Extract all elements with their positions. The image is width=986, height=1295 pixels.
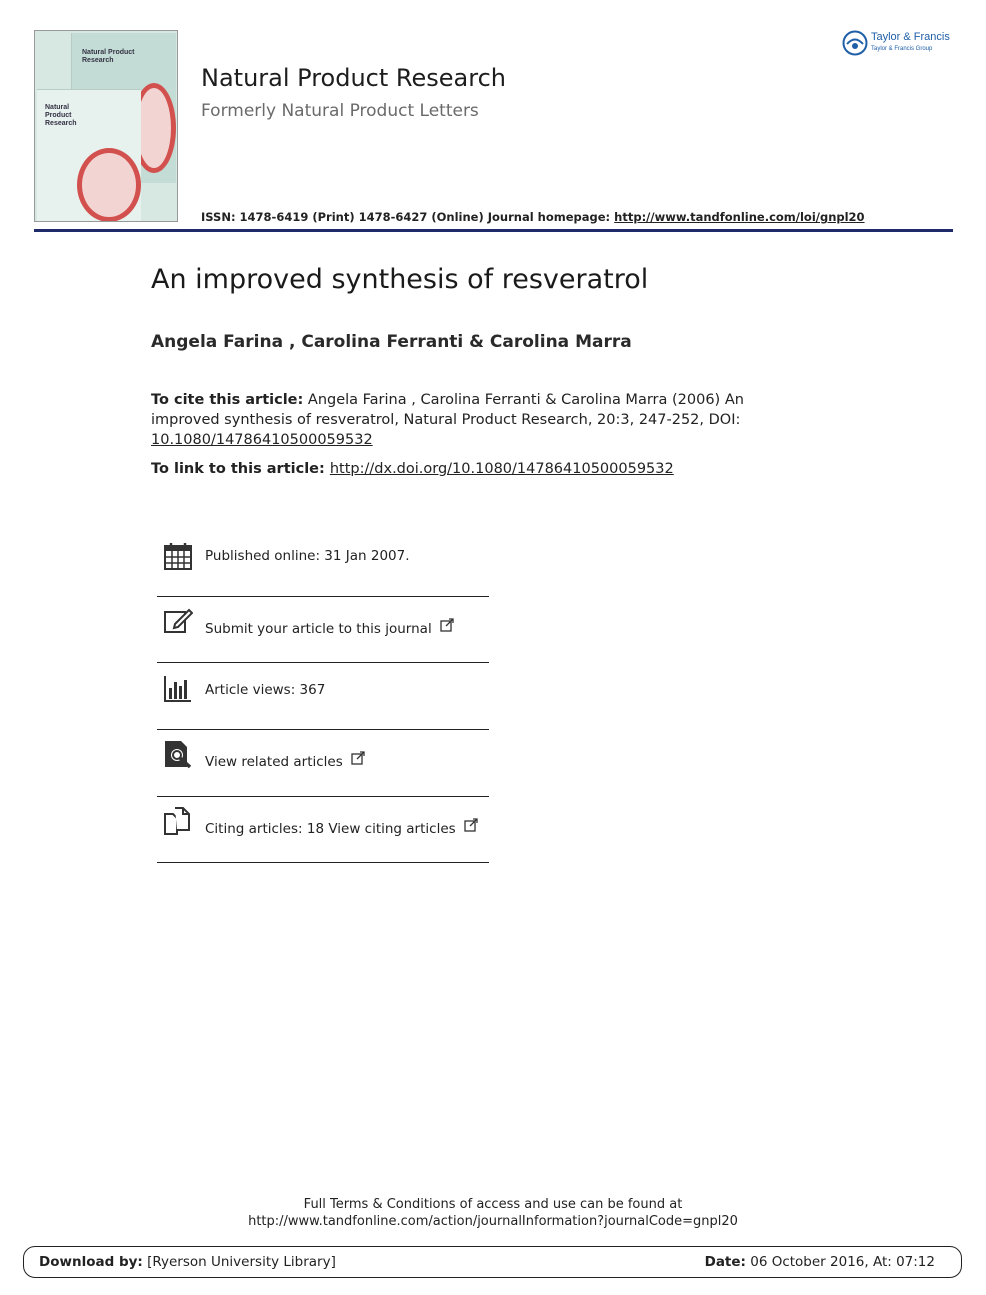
download-by bbox=[39, 1254, 336, 1270]
bar-chart-icon bbox=[163, 674, 193, 704]
calendar-icon bbox=[163, 541, 193, 571]
cover-front-title: Natural Product Research bbox=[45, 104, 77, 127]
date-value: 06 October 2016, At: 07:12 bbox=[745, 1254, 935, 1270]
citing-label: Citing articles: 18 View citing articles bbox=[205, 821, 456, 837]
views-row bbox=[157, 670, 489, 720]
taylor-francis-logo-icon bbox=[842, 30, 868, 56]
published-date: Published online: 31 Jan 2007. bbox=[205, 548, 410, 564]
terms-notice bbox=[0, 1196, 986, 1230]
info-divider bbox=[157, 596, 489, 597]
publisher-group: Taylor & Francis Group bbox=[871, 46, 933, 52]
cover-helix-graphic-front bbox=[77, 148, 141, 222]
citation-block bbox=[151, 390, 751, 450]
info-divider bbox=[157, 796, 489, 797]
journal-subtitle: Formerly Natural Product Letters bbox=[201, 101, 479, 121]
external-link-icon bbox=[440, 618, 454, 632]
related-row[interactable] bbox=[157, 737, 489, 787]
article-title: An improved synthesis of resveratrol bbox=[151, 264, 649, 295]
link-label: To link to this article: bbox=[151, 461, 330, 477]
citing-row[interactable] bbox=[157, 804, 489, 854]
info-divider bbox=[157, 862, 489, 863]
info-divider bbox=[157, 662, 489, 663]
related-label: View related articles bbox=[205, 754, 343, 770]
cite-label: To cite this article: bbox=[151, 392, 304, 408]
external-link-icon bbox=[351, 751, 365, 765]
download-info-box bbox=[23, 1246, 962, 1278]
terms-url[interactable]: http://www.tandfonline.com/action/journalInformation?journalCode=gnpl20 bbox=[248, 1214, 738, 1229]
publisher-name: Taylor & Francis bbox=[871, 31, 950, 43]
download-date bbox=[705, 1254, 935, 1270]
doi-link[interactable]: 10.1080/14786410500059532 bbox=[151, 432, 373, 448]
external-link-icon bbox=[464, 818, 478, 832]
download-value: [Ryerson University Library] bbox=[142, 1254, 336, 1270]
issn-line bbox=[201, 210, 865, 224]
date-label: Date: bbox=[704, 1254, 746, 1270]
journal-homepage-link[interactable]: http://www.tandfonline.com/loi/gnpl20 bbox=[614, 210, 865, 224]
cover-front-panel bbox=[37, 89, 141, 222]
download-label: Download by: bbox=[39, 1254, 143, 1270]
citing-documents-icon bbox=[163, 806, 193, 836]
issn-text: ISSN: 1478-6419 (Print) 1478-6427 (Online) Journal homepage: bbox=[201, 210, 615, 224]
submit-article-link[interactable] bbox=[205, 618, 454, 637]
journal-cover-image bbox=[34, 30, 178, 222]
article-url-link[interactable]: http://dx.doi.org/10.1080/14786410500059532 bbox=[329, 461, 674, 477]
header-divider bbox=[34, 229, 953, 232]
terms-line-1: Full Terms & Conditions of access and use can be found at bbox=[303, 1197, 683, 1212]
article-authors: Angela Farina , Carolina Ferranti & Carolina Marra bbox=[151, 332, 632, 352]
cover-back-title: Natural Product Research bbox=[82, 49, 135, 64]
submit-row[interactable] bbox=[157, 604, 489, 654]
cite-text: Angela Farina , Carolina Ferranti & Carolina Marra (2006) An improved synthesis of resveratrol, Natural Product Research, 20:3, 247-252, DOI: bbox=[151, 392, 744, 428]
article-link-line bbox=[151, 461, 674, 477]
submit-label: Submit your article to this journal bbox=[205, 621, 432, 637]
search-document-icon bbox=[163, 739, 193, 769]
view-citing-link[interactable] bbox=[205, 818, 478, 837]
published-row bbox=[157, 540, 489, 580]
journal-title: Natural Product Research bbox=[201, 64, 506, 92]
article-views: Article views: 367 bbox=[205, 682, 326, 698]
edit-icon bbox=[163, 606, 193, 636]
info-divider bbox=[157, 729, 489, 730]
view-related-link[interactable] bbox=[205, 751, 365, 770]
